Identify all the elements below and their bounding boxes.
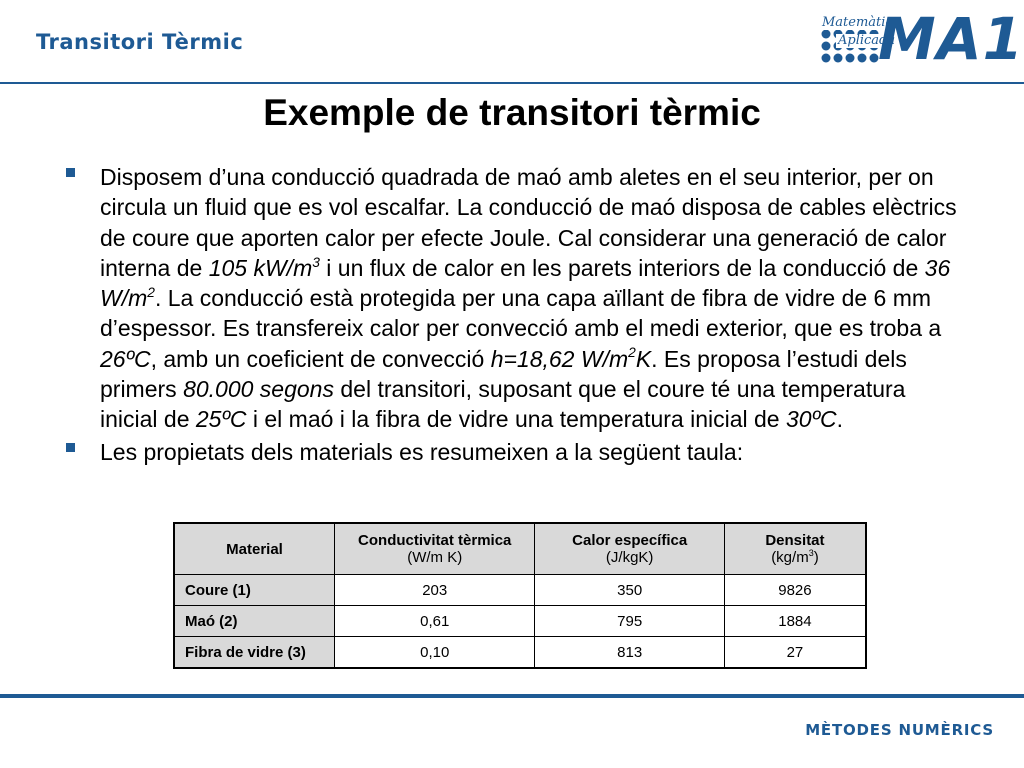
bullet-text: Les propietats dels materials es resumeixen a la següent taula: [100, 438, 744, 465]
material-properties-table [173, 522, 867, 669]
header-specific-heat: Calor específica (J/kgK) [535, 523, 724, 575]
square-bullet-icon [66, 168, 75, 177]
logo-word-matematica: Matemàtica [822, 15, 901, 30]
cell-density: 1884 [724, 606, 866, 637]
slide-title: Exemple de transitori tèrmic [263, 92, 761, 133]
footer-divider [0, 694, 1024, 698]
ma1-logo [818, 5, 1024, 73]
footer-course-name: MÈTODES NUMÈRICS [805, 721, 994, 739]
bullet-item [66, 162, 966, 435]
table-header-row [174, 523, 866, 575]
table-row [174, 606, 866, 637]
header-divider [0, 82, 1024, 84]
cell-conductivity: 0,10 [334, 637, 534, 669]
cell-specific-heat: 350 [535, 575, 724, 606]
bullet-list [66, 162, 966, 467]
section-title: Transitori Tèrmic [36, 30, 244, 54]
cell-specific-heat: 795 [535, 606, 724, 637]
row-material: Coure (1) [174, 575, 334, 606]
row-material: Maó (2) [174, 606, 334, 637]
header-material: Material [174, 523, 334, 575]
table-row [174, 575, 866, 606]
header-conductivity: Conductivitat tèrmica (W/m K) [334, 523, 534, 575]
table-row [174, 637, 866, 669]
logo-mark: MA1 [878, 5, 1024, 73]
cell-density: 27 [724, 637, 866, 669]
bullet-item [66, 437, 966, 467]
cell-conductivity: 0,61 [334, 606, 534, 637]
row-material: Fibra de vidre (3) [174, 637, 334, 669]
cell-specific-heat: 813 [535, 637, 724, 669]
logo-word-aplicada: Aplicada [838, 33, 896, 48]
square-bullet-icon [66, 443, 75, 452]
bullet-text: Disposem d’una conducció quadrada de maó amb aletes en el seu interior, per on circula un fluid que es vol escalfar. La conducció de maó disposa de cables elèctrics de coure que aporten calor per efecte Joule. Cal considerar una generació de calor interna de 105 $kW/m^3$ i un flux de calor en les parets interiors de la conducció de 36 $W/m^2$. La conducció està protegida per una capa aïllant de fibra de vidre de 6 mm d’espessor. Es transfereix calor per convecció amb el medi exterior, que es troba a 26ºC, amb un coeficient de convecció h=18,62 $W/m^2K$. Es proposa l’estudi dels primers 80.000 segons del transitori, suposant que el coure té una temperatura inicial de 25ºC i el maó i la fibra de vidre una temperatura inicial de 30ºC. [100, 164, 957, 433]
cell-conductivity: 203 [334, 575, 534, 606]
cell-density: 9826 [724, 575, 866, 606]
header-density: Densitat $(kg/m^3)$ [724, 523, 866, 575]
